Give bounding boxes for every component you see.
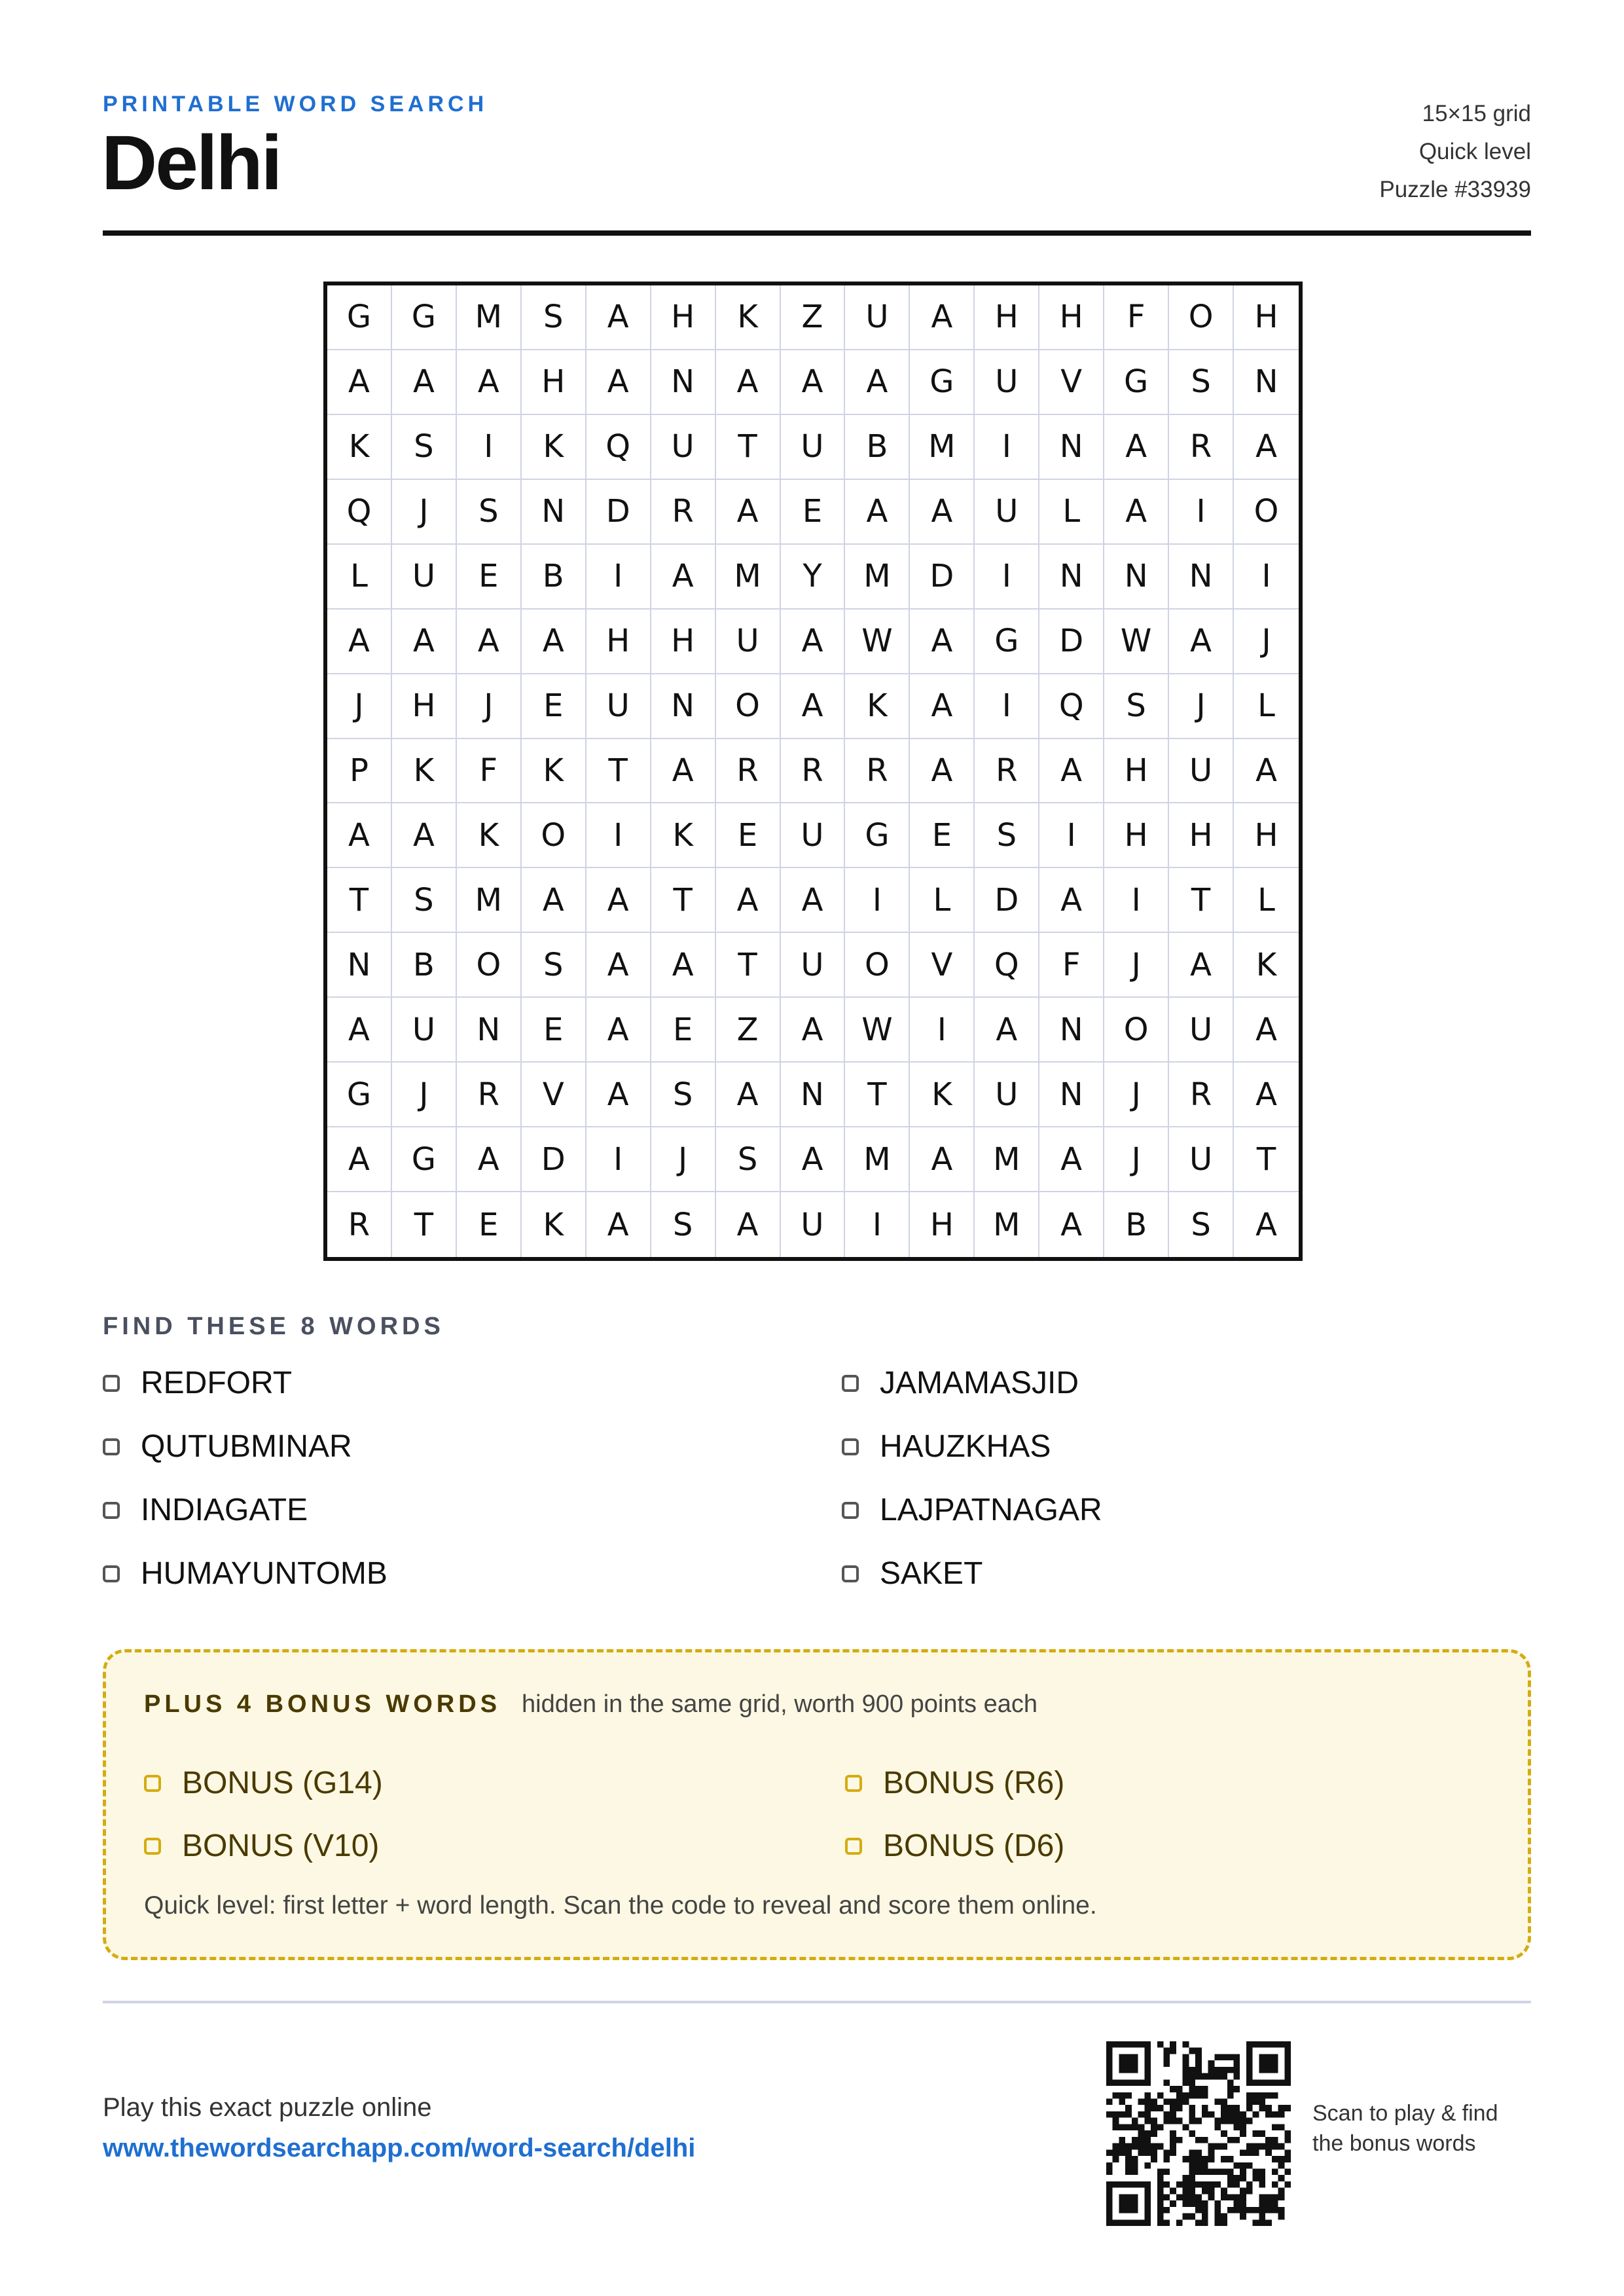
grid-cell[interactable]: M [975, 1127, 1039, 1192]
grid-cell[interactable]: A [975, 998, 1039, 1063]
grid-cell[interactable]: S [1169, 350, 1234, 415]
grid-cell[interactable]: N [457, 998, 522, 1063]
grid-cell[interactable]: I [1169, 480, 1234, 545]
grid-cell[interactable]: A [1104, 415, 1169, 480]
grid-cell[interactable]: N [1039, 998, 1104, 1063]
grid-cell[interactable]: E [716, 803, 781, 868]
grid-cell[interactable]: I [845, 868, 910, 933]
checkbox[interactable] [842, 1438, 859, 1455]
grid-cell[interactable]: A [522, 610, 586, 674]
grid-cell[interactable]: A [910, 610, 975, 674]
word-text: INDIAGATE [141, 1493, 308, 1527]
grid-cell[interactable]: S [1169, 1192, 1234, 1257]
grid-cell[interactable]: U [975, 480, 1039, 545]
word-item[interactable] [103, 1556, 388, 1592]
grid-cell[interactable]: A [392, 350, 457, 415]
grid-cell[interactable]: J [392, 1063, 457, 1127]
grid-cell[interactable]: U [716, 610, 781, 674]
bonus-note: Quick level: first letter + word length. Scan the code to reveal and score them online. [144, 1891, 1097, 1920]
grid-cell[interactable]: W [845, 610, 910, 674]
grid-cell[interactable]: O [457, 933, 522, 998]
grid-cell[interactable]: R [845, 739, 910, 804]
grid-cell[interactable]: F [1104, 285, 1169, 350]
grid-cell[interactable]: H [1039, 285, 1104, 350]
bonus-subtitle: hidden in the same grid, worth 900 points each [522, 1690, 1038, 1718]
grid-cell[interactable]: I [1234, 545, 1299, 610]
grid-cell[interactable]: K [651, 803, 716, 868]
grid-cell[interactable]: I [586, 1127, 651, 1192]
grid-cell[interactable]: B [1104, 1192, 1169, 1257]
grid-cell[interactable]: I [975, 545, 1039, 610]
grid-cell[interactable]: I [1104, 868, 1169, 933]
grid-cell[interactable]: T [845, 1063, 910, 1127]
play-online-label: Play this exact puzzle online [103, 2093, 432, 2122]
grid-cell[interactable]: S [651, 1063, 716, 1127]
bonus-text: BONUS (V10) [182, 1829, 380, 1863]
grid-cell[interactable]: D [910, 545, 975, 610]
grid-cell[interactable]: J [1104, 1127, 1169, 1192]
grid-cell[interactable]: H [586, 610, 651, 674]
puzzle-link[interactable]: www.thewordsearchapp.com/word-search/delhi [103, 2134, 696, 2162]
grid-cell[interactable]: U [845, 285, 910, 350]
bonus-item[interactable] [144, 1765, 383, 1801]
grid-cell[interactable]: A [781, 998, 846, 1063]
grid-cell[interactable]: A [586, 998, 651, 1063]
grid-cell[interactable]: A [910, 285, 975, 350]
grid-cell[interactable]: H [651, 610, 716, 674]
word-text: REDFORT [141, 1366, 293, 1400]
grid-cell[interactable]: G [327, 1063, 392, 1127]
grid-cell[interactable]: T [716, 933, 781, 998]
grid-cell[interactable]: A [327, 803, 392, 868]
grid-cell[interactable]: O [1169, 285, 1234, 350]
letter-grid [323, 282, 1303, 1261]
grid-cell[interactable]: A [781, 610, 846, 674]
grid-cell[interactable]: O [522, 803, 586, 868]
grid-cell[interactable]: U [781, 803, 846, 868]
grid-cell[interactable]: O [845, 933, 910, 998]
grid-cell[interactable]: A [327, 1127, 392, 1192]
grid-cell[interactable]: O [1104, 998, 1169, 1063]
grid-cell[interactable]: A [1104, 480, 1169, 545]
grid-cell[interactable]: J [651, 1127, 716, 1192]
grid-cell[interactable]: T [1234, 1127, 1299, 1192]
grid-cell[interactable]: R [327, 1192, 392, 1257]
grid-cell[interactable]: I [1039, 803, 1104, 868]
grid-size-label: 15×15 grid [1422, 101, 1531, 126]
grid-cell[interactable]: A [586, 285, 651, 350]
grid-cell[interactable]: K [327, 415, 392, 480]
grid-cell[interactable]: T [651, 868, 716, 933]
grid-cell[interactable]: F [1039, 933, 1104, 998]
grid-cell[interactable]: E [457, 1192, 522, 1257]
grid-cell[interactable]: N [522, 480, 586, 545]
grid-cell[interactable]: R [651, 480, 716, 545]
grid-cell[interactable]: G [910, 350, 975, 415]
grid-cell[interactable]: E [910, 803, 975, 868]
grid-cell[interactable]: I [457, 415, 522, 480]
grid-cell[interactable]: A [327, 610, 392, 674]
grid-cell[interactable]: M [716, 545, 781, 610]
grid-cell[interactable]: G [392, 1127, 457, 1192]
grid-cell[interactable]: L [1039, 480, 1104, 545]
word-item[interactable] [103, 1365, 292, 1401]
word-text: QUTUBMINAR [141, 1429, 352, 1464]
grid-cell[interactable]: N [327, 933, 392, 998]
puzzle-number-label: Puzzle #33939 [1379, 177, 1531, 202]
grid-cell[interactable]: S [716, 1127, 781, 1192]
grid-cell[interactable]: R [781, 739, 846, 804]
grid-cell[interactable]: A [327, 350, 392, 415]
grid-cell[interactable]: W [1104, 610, 1169, 674]
grid-cell[interactable]: U [975, 350, 1039, 415]
grid-cell[interactable]: E [781, 480, 846, 545]
word-item[interactable] [103, 1429, 352, 1465]
grid-cell[interactable]: J [1104, 1063, 1169, 1127]
page-title: Delhi [101, 120, 281, 206]
grid-cell[interactable]: A [1234, 1063, 1299, 1127]
checkbox[interactable] [842, 1565, 859, 1582]
word-list-heading: FIND THESE 8 WORDS [103, 1313, 444, 1340]
word-text: SAKET [880, 1556, 983, 1591]
bonus-title: PLUS 4 BONUS WORDS [144, 1690, 501, 1718]
grid-cell[interactable]: I [586, 803, 651, 868]
grid-cell[interactable]: A [651, 739, 716, 804]
grid-cell[interactable]: J [392, 480, 457, 545]
grid-cell[interactable]: U [1169, 739, 1234, 804]
grid-cell[interactable]: H [910, 1192, 975, 1257]
grid-cell[interactable]: A [651, 933, 716, 998]
bonus-header [144, 1690, 1038, 1719]
grid-cell[interactable]: A [1234, 998, 1299, 1063]
grid-cell[interactable]: A [586, 1192, 651, 1257]
grid-cell[interactable]: I [910, 998, 975, 1063]
grid-cell[interactable]: N [1039, 545, 1104, 610]
grid-cell[interactable]: A [716, 1192, 781, 1257]
grid-cell[interactable]: K [1234, 933, 1299, 998]
bonus-item[interactable] [845, 1828, 1064, 1864]
grid-cell[interactable]: Q [975, 933, 1039, 998]
word-item[interactable] [842, 1365, 1079, 1401]
grid-cell[interactable]: H [1234, 803, 1299, 868]
grid-cell[interactable]: D [586, 480, 651, 545]
grid-cell[interactable]: A [716, 868, 781, 933]
grid-cell[interactable]: A [1169, 933, 1234, 998]
grid-cell[interactable]: N [1039, 415, 1104, 480]
grid-cell[interactable]: E [457, 545, 522, 610]
grid-cell[interactable]: M [457, 285, 522, 350]
checkbox[interactable] [103, 1438, 120, 1455]
grid-cell[interactable]: Y [781, 545, 846, 610]
bonus-item[interactable] [845, 1765, 1064, 1801]
grid-cell[interactable]: N [1039, 1063, 1104, 1127]
grid-cell[interactable]: U [1169, 998, 1234, 1063]
checkbox[interactable] [103, 1375, 120, 1392]
eyebrow-label: PRINTABLE WORD SEARCH [103, 92, 488, 117]
grid-cell[interactable]: R [457, 1063, 522, 1127]
grid-cell[interactable]: S [522, 933, 586, 998]
grid-cell[interactable]: A [716, 1063, 781, 1127]
word-item[interactable] [842, 1429, 1051, 1465]
bonus-item[interactable] [144, 1828, 379, 1864]
word-text: JAMAMASJID [880, 1366, 1079, 1400]
grid-cell[interactable]: S [651, 1192, 716, 1257]
grid-cell[interactable]: A [522, 868, 586, 933]
grid-cell[interactable]: V [910, 933, 975, 998]
grid-cell[interactable]: A [716, 480, 781, 545]
puzzle-meta [1379, 95, 1531, 209]
grid-cell[interactable]: L [1234, 868, 1299, 933]
grid-cell[interactable]: N [1234, 350, 1299, 415]
grid-cell[interactable]: U [586, 674, 651, 739]
grid-cell[interactable]: I [586, 545, 651, 610]
checkbox[interactable] [103, 1565, 120, 1582]
grid-cell[interactable]: M [845, 1127, 910, 1192]
grid-cell[interactable]: V [522, 1063, 586, 1127]
grid-cell[interactable]: R [1169, 1063, 1234, 1127]
grid-cell[interactable]: A [781, 868, 846, 933]
grid-cell[interactable]: H [975, 285, 1039, 350]
bonus-text: BONUS (G14) [182, 1766, 383, 1800]
grid-cell[interactable]: A [1039, 1127, 1104, 1192]
grid-cell[interactable]: B [392, 933, 457, 998]
grid-cell[interactable]: A [1039, 868, 1104, 933]
grid-cell[interactable]: K [457, 803, 522, 868]
grid-cell[interactable]: J [457, 674, 522, 739]
grid-cell[interactable]: A [781, 674, 846, 739]
checkbox[interactable] [842, 1375, 859, 1392]
word-item[interactable] [842, 1556, 983, 1592]
grid-cell[interactable]: K [522, 1192, 586, 1257]
grid-cell[interactable]: U [392, 998, 457, 1063]
grid-cell[interactable]: H [1104, 739, 1169, 804]
grid-cell[interactable]: O [716, 674, 781, 739]
grid-cell[interactable]: Q [1039, 674, 1104, 739]
grid-cell[interactable]: U [651, 415, 716, 480]
grid-cell[interactable]: A [392, 803, 457, 868]
grid-cell[interactable]: A [586, 1063, 651, 1127]
grid-cell[interactable]: A [457, 350, 522, 415]
grid-cell[interactable]: N [651, 350, 716, 415]
grid-cell[interactable]: R [975, 739, 1039, 804]
qr-code-icon[interactable] [1106, 2041, 1291, 2226]
grid-cell[interactable]: N [1104, 545, 1169, 610]
grid-cell[interactable]: N [1169, 545, 1234, 610]
grid-cell[interactable]: A [1039, 739, 1104, 804]
grid-cell[interactable]: Z [716, 998, 781, 1063]
grid-cell[interactable]: A [910, 480, 975, 545]
grid-cell[interactable]: R [716, 739, 781, 804]
grid-cell[interactable]: A [457, 1127, 522, 1192]
grid-cell[interactable]: M [457, 868, 522, 933]
grid-cell[interactable]: T [716, 415, 781, 480]
grid-cell[interactable]: N [781, 1063, 846, 1127]
grid-cell[interactable]: S [1104, 674, 1169, 739]
word-item[interactable] [103, 1492, 308, 1528]
grid-cell[interactable]: U [781, 1192, 846, 1257]
scan-caption-line: Scan to play & find [1312, 2101, 1498, 2126]
word-item[interactable] [842, 1492, 1102, 1528]
grid-cell[interactable]: B [845, 415, 910, 480]
grid-cell[interactable]: M [975, 1192, 1039, 1257]
grid-cell[interactable]: U [1169, 1127, 1234, 1192]
grid-cell[interactable]: A [910, 674, 975, 739]
bonus-panel [103, 1649, 1531, 1960]
grid-cell[interactable]: A [457, 610, 522, 674]
grid-cell[interactable]: S [975, 803, 1039, 868]
grid-cell[interactable]: A [781, 1127, 846, 1192]
grid-cell[interactable]: J [1234, 610, 1299, 674]
checkbox[interactable] [103, 1502, 120, 1519]
grid-cell[interactable]: D [1039, 610, 1104, 674]
checkbox[interactable] [842, 1502, 859, 1519]
level-label: Quick level [1418, 139, 1531, 164]
grid-cell[interactable]: A [1234, 739, 1299, 804]
grid-cell[interactable]: L [1234, 674, 1299, 739]
word-text: HAUZKHAS [880, 1429, 1051, 1464]
grid-cell[interactable]: K [522, 415, 586, 480]
grid-cell[interactable]: U [392, 545, 457, 610]
grid-cell[interactable]: E [522, 998, 586, 1063]
grid-cell[interactable]: A [845, 350, 910, 415]
scan-caption-line: the bonus words [1312, 2131, 1476, 2156]
header-divider [103, 230, 1531, 236]
grid-cell[interactable]: A [586, 933, 651, 998]
grid-cell[interactable]: V [1039, 350, 1104, 415]
grid-cell[interactable]: A [327, 998, 392, 1063]
grid-cell[interactable]: A [1234, 415, 1299, 480]
grid-cell[interactable]: A [586, 350, 651, 415]
grid-cell[interactable]: M [910, 415, 975, 480]
grid-cell[interactable]: G [392, 285, 457, 350]
grid-cell[interactable]: E [651, 998, 716, 1063]
grid-cell[interactable]: F [457, 739, 522, 804]
grid-cell[interactable]: K [716, 285, 781, 350]
grid-cell[interactable]: H [392, 674, 457, 739]
grid-cell[interactable]: A [651, 545, 716, 610]
grid-cell[interactable]: L [910, 868, 975, 933]
grid-cell[interactable]: A [1169, 610, 1234, 674]
grid-cell[interactable]: R [1169, 415, 1234, 480]
grid-cell[interactable]: A [910, 739, 975, 804]
grid-cell[interactable]: A [1255, 1206, 1277, 1243]
grid-cell[interactable]: T [586, 739, 651, 804]
grid-cell[interactable]: Q [586, 415, 651, 480]
grid-cell[interactable]: L [327, 545, 392, 610]
footer-divider [103, 2001, 1531, 2003]
grid-cell[interactable]: H [1169, 803, 1234, 868]
grid-cell[interactable]: U [781, 415, 846, 480]
grid-cell[interactable]: G [845, 803, 910, 868]
checkbox[interactable] [845, 1775, 862, 1792]
grid-cell[interactable]: H [651, 285, 716, 350]
grid-cell[interactable]: W [845, 998, 910, 1063]
grid-cell[interactable]: J [327, 674, 392, 739]
word-text: LAJPATNAGAR [880, 1493, 1102, 1527]
grid-cell[interactable]: T [392, 1192, 457, 1257]
word-list [103, 1365, 1531, 1627]
grid-cell[interactable]: H [1234, 285, 1299, 350]
grid-cell[interactable]: A [586, 868, 651, 933]
bonus-text: BONUS (R6) [883, 1766, 1065, 1800]
grid-cell[interactable]: I [845, 1192, 910, 1257]
checkbox[interactable] [144, 1838, 161, 1855]
grid-cell[interactable]: A [845, 480, 910, 545]
grid-cell[interactable]: K [845, 674, 910, 739]
grid-cell[interactable]: S [392, 868, 457, 933]
grid-cell[interactable]: T [1169, 868, 1234, 933]
grid-cell[interactable]: D [522, 1127, 586, 1192]
grid-cell[interactable]: Z [781, 285, 846, 350]
bonus-text: BONUS (D6) [883, 1829, 1065, 1863]
grid-cell[interactable]: S [457, 480, 522, 545]
grid-cell[interactable]: U [781, 933, 846, 998]
grid-cell[interactable]: D [975, 868, 1039, 933]
grid-cell[interactable]: A [716, 350, 781, 415]
grid-cell[interactable]: J [1104, 933, 1169, 998]
scan-caption [1312, 2098, 1498, 2159]
grid-cell[interactable]: S [522, 285, 586, 350]
grid-cell[interactable]: H [1104, 803, 1169, 868]
grid-cell[interactable]: G [1104, 350, 1169, 415]
grid-cell[interactable]: U [975, 1063, 1039, 1127]
grid-cell[interactable]: K [522, 739, 586, 804]
grid-cell[interactable]: P [327, 739, 392, 804]
grid-cell[interactable]: K [392, 739, 457, 804]
grid-cell[interactable]: A [1039, 1192, 1104, 1257]
grid-cell[interactable]: A [781, 350, 846, 415]
grid-cell[interactable]: J [1169, 674, 1234, 739]
grid-cell[interactable]: K [910, 1063, 975, 1127]
grid-cell[interactable]: O [1234, 480, 1299, 545]
checkbox[interactable] [144, 1775, 161, 1792]
grid-cell[interactable]: B [522, 545, 586, 610]
grid-cell[interactable]: E [522, 674, 586, 739]
grid-cell[interactable]: I [975, 415, 1039, 480]
word-text: HUMAYUNTOMB [141, 1556, 388, 1591]
grid-cell[interactable]: T [327, 868, 392, 933]
grid-cell[interactable]: A [392, 610, 457, 674]
grid-cell[interactable]: Q [327, 480, 392, 545]
grid-cell[interactable]: G [975, 610, 1039, 674]
grid-cell[interactable]: A [910, 1127, 975, 1192]
grid-cell[interactable]: M [845, 545, 910, 610]
grid-cell[interactable]: S [392, 415, 457, 480]
grid-cell[interactable]: G [327, 285, 392, 350]
grid-cell[interactable]: N [651, 674, 716, 739]
grid-cell[interactable]: H [522, 350, 586, 415]
checkbox[interactable] [845, 1838, 862, 1855]
grid-cell[interactable]: I [975, 674, 1039, 739]
